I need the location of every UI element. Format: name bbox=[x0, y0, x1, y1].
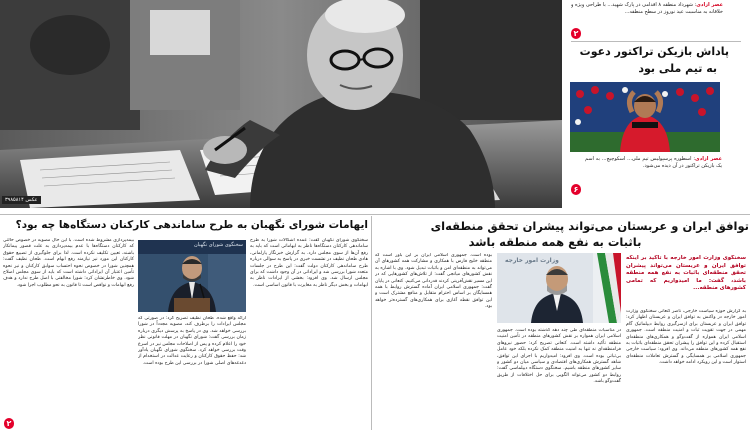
left-story-body-text-1: سخنگوی شورای نگهبان گفت: عمده اشکالات شورا به طرح ساماندهی کارکنان دستگاه‌ها ناظر به ابهاماتی است که باید به رفع آن‌ها از سوی مجلس دارد. به گزارش خبرنگار پارلمانی، هادی طحان نظیف در نشست خبری در پاسخ به سوالی درباره طرح ساماندهی کارکنان دولت گفت: این طرح در جلسات متعدد شورا بررسی شد و ایراداتی در آن وجود داشت که برای مجلس ارسال شد. وی افزود: بخشی از ایرادات ناظر به ابهامات و بخش دیگر ناظر به مغایرت با قانون اساسی است. bbox=[250, 238, 368, 288]
sidebar-divider-top bbox=[571, 41, 741, 42]
center-story-photo-banner: وزارت امور خارجه bbox=[505, 257, 559, 264]
council-spokesperson-illustration bbox=[138, 240, 246, 312]
photo-caption-code: ۳۹۸۵۸۱۴ bbox=[5, 197, 24, 203]
left-story-body-col-3 bbox=[138, 316, 246, 430]
sidebar-headline-line-2: به تیم ملی بود bbox=[638, 62, 717, 75]
center-story-body-text-3: بوده است. جمهوری اسلامی ایران بر این باور است که منطقه خلیج فارس با همکاری و مشارکت همه کشورهای آن می‌تواند به منطقه‌ای امن و باثبات تبدیل شود. وی با اشاره به نقش کشورهای میانجی گفت: از تلاش‌های کشورهایی که در این مسیر نقش‌آفرینی کردند قدردانی می‌کنیم. کنعانی در پایان گفت: جمهوری اسلامی ایران آماده گسترش روابط با همه همسایگان بر اساس احترام متقابل و منافع مشترک است و این توافق نقطه آغازی برای همکاری‌های گسترده‌تر خواهد بود. bbox=[375, 253, 492, 310]
left-story-body-col-2 bbox=[3, 238, 134, 430]
sidebar-top-blurb-text: شهرداد منطقه ۸ اقدامی در پارک شهید... با طراحی ویژه و خلاقانه به مناسبت عید نوروز در سطح منطقه... bbox=[571, 2, 723, 15]
center-story-body-text-2: در مناسبات منطقه‌ای طی چند دهه گذشته بوده است. جمهوری اسلامی ایران همواره بر نقش کشورهای منطقه در تأمین امنیت منطقه تأکید داشته است. کنعانی تصریح کرد: حضور نیروهای فرامنطقه‌ای نه تنها به امنیت منطقه کمک نکرده بلکه خود عامل بی‌ثباتی بوده است. وی افزود: امیدواریم با اجرای این توافق، شاهد گسترش همکاری‌های اقتصادی و سیاسی میان دو کشور و سایر کشورهای منطقه باشیم. سخنگوی دستگاه دیپلماسی گفت: روابط دو کشور می‌تواند الگویی برای حل اختلافات از طریق گفت‌وگو باشد. bbox=[497, 328, 621, 385]
center-story-body-col-3 bbox=[375, 253, 492, 430]
sidebar-bottom-blurb-lead: عصر آزادی bbox=[695, 156, 722, 162]
sidebar-football-photo bbox=[570, 82, 720, 152]
sidebar-bottom-blurb-text: اسطوره پرسپولیس تیم ملی... اسکوچیچ... به اسم یک بازیکن تراکتور در آن دیده می‌شود. bbox=[585, 156, 722, 169]
left-story-photo bbox=[138, 240, 246, 312]
photo-caption-tag bbox=[2, 196, 41, 204]
center-story-lead bbox=[626, 255, 746, 307]
left-story-body-text-3: ارائه واقع شده. طحان نظیف تصریح کرد: در صورتی که مجلس ایرادات را برطرف کند، مصوبه مجدداً در شورا بررسی خواهد شد. وی در پاسخ به پرسش دیگری درباره زمان بررسی گفت: شورای نگهبان در مهلت قانونی نظر خود را اعلام کرده و پس از اصلاحات مجلس نیز در اسرع وقت بررسی خواهد کرد. سخنگوی شورای نگهبان یادآور شد: حفظ حقوق کارکنان و رعایت عدالت در استخدام از دغدغه‌های اصلی شورا در بررسی این طرح بوده است. bbox=[138, 316, 246, 366]
sidebar bbox=[567, 0, 750, 215]
left-story-photo-banner: سخنگوی شورای نگهبان bbox=[193, 242, 243, 248]
top-photo bbox=[0, 0, 562, 208]
sidebar-bottom-page-ref: ۶ bbox=[571, 184, 581, 195]
left-story-headline: ایهامات شورای نگهبان به طرح ساماندهی کارکنان دستگاه‌ها چه بود؟ bbox=[15, 219, 368, 231]
center-story-photo bbox=[497, 253, 621, 323]
center-story-headline-line-1: توافق ایران و عربستان می‌تواند پیشران تحقق منطقه‌ای bbox=[430, 219, 749, 233]
center-story-lead-text: سخنگوی وزارت امور خارجه با تأکید بر اینکه توافق ایران و عربستان می‌تواند پیشران تحقق منطقه‌ای باثبات به نفع همه منطقه باشد، گفت: ما امیدواریم که تمامی کشورهای منطقه... bbox=[626, 255, 746, 291]
left-story-body-col-1 bbox=[250, 238, 368, 430]
footer-page-ref: ۲ bbox=[4, 418, 14, 429]
left-story-body-text-2: بیمه‌پردازی مشروط شده است. با این حال مصوبه در خصوص حالتی که کارکنان دستگاه‌ها با عدم بیمه‌پردازی به علت قصور پیمانکار باشند، تعیین تکلیف نکرده است. لذا برای جلوگیری از تضییع حقوق کارکنان این مورد نیز نیازمند رفع ابهام است. طحان نظیف گفت: همچنین شورا در خصوص نحوه احتساب سوابق کارکنان و نیز نحوه تأمین اعتبار آن ایراداتی داشته است که باید از سوی مجلس اصلاح شود. وی خاطرنشان کرد: شورا مخالفتی با اصل طرح ندارد و هدف رفع ابهامات و نواقص است تا قانون به نحو مطلوب اجرا شود. bbox=[3, 238, 134, 288]
sidebar-top-blurb-lead: عصر آزادی bbox=[696, 2, 723, 8]
center-story-headline-line-2: باثبات به نفع همه منطقه باشد bbox=[468, 235, 642, 249]
center-story-body-col-2 bbox=[497, 328, 621, 430]
photo-caption-label: عکس bbox=[25, 197, 38, 203]
center-story-body-text-1: به گزارش حوزه سیاست خارجی، ناصر کنعانی سخنگوی وزارت امور خارجه در واکنش به توافق ایران و عربستان اظهار کرد: توافق ایران و عربستان برای ازسرگیری روابط دیپلماتیک گام مهمی در جهت تقویت ثبات و امنیت منطقه است. جمهوری اسلامی ایران همواره از گفت‌وگو و همکاری‌های منطقه‌ای استقبال کرده و این توافق را پیشران تحقق منطقه‌ای باثبات به نفع همه کشورهای منطقه می‌داند. وی افزود: سیاست خارجی جمهوری اسلامی بر همسایگی و گسترش تعاملات منطقه‌ای استوار است و این رویکرد ادامه خواهد داشت. bbox=[626, 309, 746, 366]
center-story-body-col-1 bbox=[626, 309, 746, 430]
story-divider-vertical bbox=[371, 216, 372, 430]
elderly-man-writing-illustration bbox=[0, 0, 562, 208]
page-divider-horizontal bbox=[0, 214, 750, 215]
sidebar-top-page-ref: ۲ bbox=[571, 28, 581, 39]
football-player-illustration bbox=[570, 82, 720, 152]
sidebar-bottom-blurb: عصر آزادی: اسطوره پرسپولیس تیم ملی... اسکوچیچ... به اسم یک بازیکن تراکتور در آن دیده می‌شود. bbox=[585, 156, 722, 169]
sidebar-headline-line-1: پاداش بازیکن تراکتور دعوت bbox=[579, 45, 729, 58]
sidebar-top-blurb: عصر آزادی: شهرداد منطقه ۸ اقدامی در پارک شهید... با طراحی ویژه و خلاقانه به مناسبت عید نوروز در سطح منطقه... bbox=[571, 2, 723, 15]
